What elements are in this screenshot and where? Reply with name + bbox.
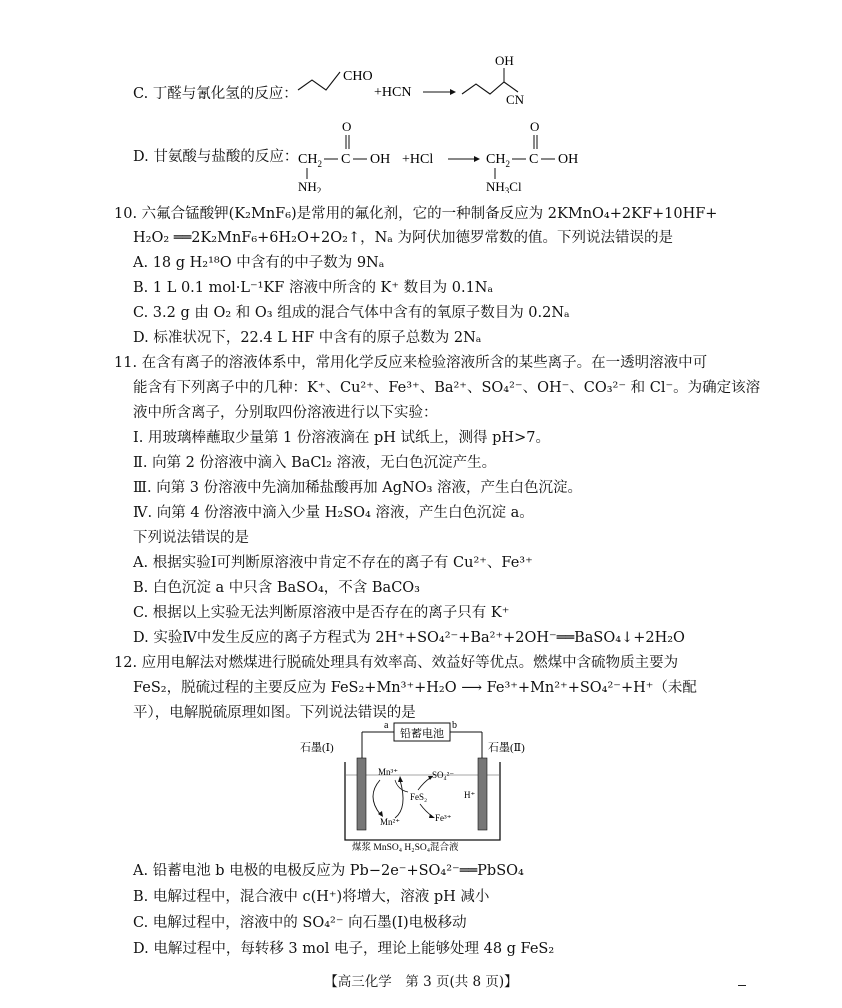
- svg-text:+HCl: +HCl: [402, 152, 434, 167]
- svg-text:O: O: [530, 119, 540, 134]
- graphite-2-label: 石墨(Ⅱ): [488, 742, 525, 754]
- svg-text:Mn²⁺: Mn²⁺: [380, 817, 400, 827]
- graphite-1-electrode: [357, 758, 366, 830]
- q11-option-b: B. 白色沉淀 a 中只含 BaSO₄，不含 BaCO₃: [133, 580, 420, 596]
- q9-d-equation: [290, 113, 610, 193]
- q12-stem-line1: 12. 应用电解法对燃煤进行脱硫处理具有效率高、效益好等优点。燃煤中含硫物质主要为: [114, 655, 679, 671]
- q11-option-d: D. 实验Ⅳ中发生反应的离子方程式为 2H⁺+SO₄²⁻+Ba²⁺+2OH⁻══BaSO₄↓+2H₂O: [133, 630, 685, 646]
- q10-option-a: A. 18 g H₂¹⁸O 中含有的中子数为 9Nₐ: [133, 255, 385, 271]
- electrode-b-label: b: [452, 720, 457, 731]
- footer-dash: [738, 985, 746, 986]
- q9-c-cn: CN: [506, 92, 525, 107]
- q12-option-a: A. 铅蓄电池 b 电极的电极反应为 Pb−2e⁻+SO₄²⁻══PbSO₄: [133, 863, 524, 879]
- svg-text:NH2: $NH_2$: [298, 179, 322, 193]
- q10-option-c: C. 3.2 g 由 O₂ 和 O₃ 组成的混合气体中含有的氧原子数目为 0.2Nₐ: [133, 305, 570, 321]
- svg-text:OH: OH: [370, 152, 391, 167]
- q9-option-d-label: D. 甘氨酸与盐酸的反应：: [133, 149, 299, 165]
- electrolysis-diagram: [300, 718, 530, 853]
- electrode-a-label: a: [384, 720, 389, 731]
- q12-option-c: C. 电解过程中，溶液中的 SO₄²⁻ 向石墨(Ⅰ)电极移动: [133, 915, 467, 931]
- svg-text:OH: OH: [558, 152, 579, 167]
- lead-battery-label: 铅蓄电池: [400, 728, 444, 740]
- q9-c-equation: [290, 52, 550, 112]
- q12-option-d: D. 电解过程中，每转移 3 mol 电子，理论上能够处理 48 g FeS₂: [133, 941, 555, 957]
- q11-ask: 下列说法错误的是: [133, 530, 249, 546]
- svg-text:O: O: [342, 119, 352, 134]
- q11-option-c: C. 根据以上实验无法判断原溶液中是否存在的离子只有 K⁺: [133, 605, 510, 621]
- svg-text:FeS₂: FeS₂: [410, 792, 428, 802]
- svg-text:H⁺: H⁺: [464, 790, 476, 800]
- svg-text:NH3Cl: $NH_3Cl$: [486, 179, 522, 193]
- q12-option-b: B. 电解过程中，混合液中 c(H⁺)将增大，溶液 pH 减小: [133, 889, 490, 905]
- svg-text:Mn³⁺: Mn³⁺: [378, 767, 398, 777]
- q12-stem-line2: FeS₂，脱硫过程的主要反应为 FeS₂+Mn³⁺+H₂O ⟶ Fe³⁺+Mn²⁺+SO₄²⁻+H⁺（未配: [133, 680, 697, 696]
- q11-step-1: Ⅰ. 用玻璃棒蘸取少量第 1 份溶液滴在 pH 试纸上，测得 pH>7。: [133, 430, 550, 446]
- q11-stem-line1: 11. 在含有离子的溶液体系中，常用化学反应来检验溶液所含的某些离子。在一透明溶液中可: [114, 355, 708, 371]
- q10-stem-line2: H₂O₂ ══2K₂MnF₆+6H₂O+2O₂↑，Nₐ 为阿伏加德罗常数的值。下列说法错误的是: [133, 230, 673, 246]
- q11-step-2: Ⅱ. 向第 2 份溶液中滴入 BaCl₂ 溶液，无白色沉淀产生。: [133, 455, 497, 471]
- q9-c-cho: CHO: [343, 69, 373, 84]
- q9-c-oh: OH: [495, 53, 514, 68]
- q11-stem-line2: 能含有下列离子中的几种：K⁺、Cu²⁺、Fe³⁺、Ba²⁺、SO₄²⁻、OH⁻、CO₃²⁻ 和 Cl⁻。为确定该溶: [133, 380, 761, 396]
- q9-option-c-label: C. 丁醛与氰化氢的反应：: [133, 86, 298, 102]
- q10-option-d: D. 标准状况下，22.4 L HF 中含有的原子总数为 2Nₐ: [133, 330, 482, 346]
- q10-option-b: B. 1 L 0.1 mol·L⁻¹KF 溶液中所含的 K⁺ 数目为 0.1Nₐ: [133, 280, 494, 296]
- svg-text:SO₄²⁻: SO₄²⁻: [432, 770, 455, 780]
- svg-text:CH2: $CH_2$: [298, 152, 322, 169]
- svg-text:C: C: [341, 152, 351, 167]
- svg-text:Fe³⁺: Fe³⁺: [435, 813, 452, 823]
- q11-option-a: A. 根据实验Ⅰ可判断原溶液中肯定不存在的离子有 Cu²⁺、Fe³⁺: [133, 555, 533, 571]
- q11-step-3: Ⅲ. 向第 3 份溶液中先滴加稀盐酸再加 AgNO₃ 溶液，产生白色沉淀。: [133, 480, 583, 496]
- q11-step-4: Ⅳ. 向第 4 份溶液中滴入少量 H₂SO₄ 溶液，产生白色沉淀 a。: [133, 505, 534, 521]
- svg-text:CH2: $CH_2$: [486, 152, 510, 169]
- q9-c-plus-hcn: +HCN: [374, 85, 412, 100]
- q12-stem-line3: 平），电解脱硫原理如图。下列说法错误的是: [133, 705, 416, 721]
- graphite-2-electrode: [478, 758, 487, 830]
- diagram-bottom-label: 煤浆 MnSO₄ H₂SO₄混合液: [352, 843, 459, 853]
- q10-stem-line1: 10. 六氟合锰酸钾(K₂MnF₆)是常用的氟化剂，它的一种制备反应为 2KMnO₄+2KF+10HF+: [114, 206, 718, 222]
- page-footer: 【高三化学 第 3 页(共 8 页)】: [324, 974, 518, 990]
- q11-stem-line3: 液中所含离子，分别取四份溶液进行以下实验：: [133, 405, 438, 421]
- graphite-1-label: 石墨(Ⅰ): [300, 742, 334, 754]
- svg-text:C: C: [529, 152, 539, 167]
